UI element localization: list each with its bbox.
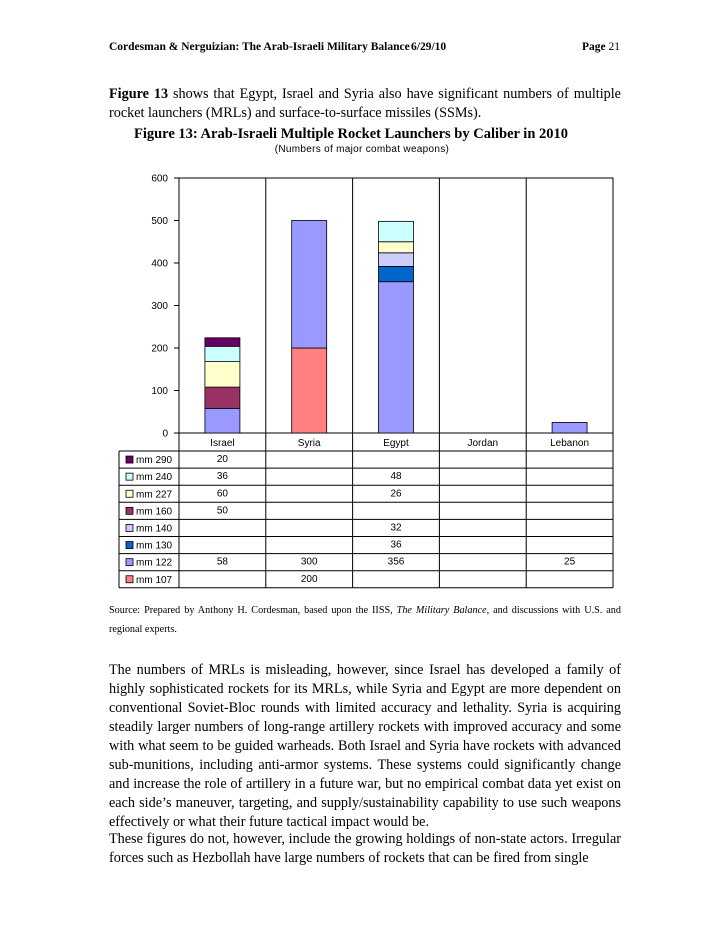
running-header-date: 6/29/10 (411, 41, 447, 53)
source-note (109, 601, 621, 639)
y-tick-label: 100 (151, 386, 168, 397)
page-label: Page (581, 41, 606, 53)
data-value-label: 20 (216, 454, 228, 466)
data-value-label: 25 (564, 556, 576, 568)
legend-swatch (126, 473, 133, 480)
bar-segment-israel-mm-227 (205, 362, 240, 388)
legend-label: mm 290 (136, 455, 173, 467)
data-value-label: 200 (300, 573, 318, 585)
bar-segment-egypt-mm-227 (379, 242, 414, 253)
bar-segment-israel-mm-160 (205, 387, 240, 408)
y-tick-label: 500 (151, 216, 168, 227)
data-value-label: 356 (387, 556, 405, 568)
data-value-label: 58 (216, 556, 228, 568)
data-value-label: 26 (390, 488, 402, 500)
data-value-label: 50 (216, 505, 228, 517)
legend-label: mm 227 (136, 489, 173, 501)
intro-text: shows that Egypt, Israel and Syria also have significant numbers of multiple rocket launchers (MRLs) and surface-to-surface missiles (SSMs). (109, 86, 621, 121)
bar-segment-israel-mm-240 (205, 346, 240, 361)
category-label: Egypt (383, 438, 409, 449)
y-tick-label: 300 (151, 301, 168, 312)
running-header-title: Cordesman & Nerguizian: The Arab-Israeli Military Balance (109, 41, 410, 53)
category-label: Israel (210, 438, 235, 449)
bar-segment-egypt-mm-122 (379, 282, 414, 433)
data-value-label: 300 (300, 556, 318, 568)
source-text-before: Source: Prepared by Anthony H. Cordesman, based upon the IISS, (109, 605, 397, 616)
body-paragraph-1: The numbers of MRLs is misleading, however, since Israel has developed a family of highly sophisticated rockets for its MRLs, while Syria and Egypt are more dependent on conventional Soviet-Bloc rounds with limited accuracy and lethality. Syria is acquiring steadily larger numbers of long-range artillery rockets with improved accuracy and some with what seem to be guided warheads. Both Israel and Syria have rockets with advanced sub-munitions, including anti-armor systems. These systems could significantly change and increase the role of artillery in a future war, but no empirical combat data yet exist on each side’s maneuver, targeting, and supply/sustainability capability to use such weapons effectively or what their future tactical impact would be. (109, 662, 621, 830)
legend-label: mm 140 (136, 523, 173, 535)
legend-label: mm 122 (136, 557, 173, 569)
legend-swatch (126, 490, 133, 497)
page-number: 21 (608, 41, 620, 53)
y-tick-label: 400 (151, 258, 168, 270)
y-tick-label: 0 (162, 428, 168, 440)
bar-segment-egypt-mm-240 (379, 221, 414, 241)
data-value-label: 60 (216, 488, 228, 500)
figure-subtitle: (Numbers of major combat weapons) (274, 144, 450, 155)
category-label: Jordan (467, 438, 499, 449)
data-value-label: 36 (216, 471, 228, 483)
figure-title: Figure 13: Arab-Israeli Multiple Rocket Launchers by Caliber in 2010 (133, 126, 569, 142)
bar-segment-israel-mm-122 (205, 408, 240, 433)
legend-swatch (126, 456, 133, 463)
legend-swatch (126, 576, 133, 583)
legend-label: mm 240 (136, 472, 173, 484)
bar-segment-syria-mm-122 (292, 221, 327, 349)
category-label: Lebanon (550, 438, 590, 449)
y-tick-label: 200 (151, 343, 168, 355)
source-publication: The Military Balance, (396, 605, 490, 616)
bar-segment-egypt-mm-140 (379, 253, 414, 267)
body-paragraph-2: These figures do not, however, include the growing holdings of non-state actors. Irregular forces such as Hezbollah have large numbers of rockets that can be fired from single (109, 831, 621, 866)
bar-segment-egypt-mm-130 (379, 266, 414, 281)
data-value-label: 48 (390, 471, 402, 483)
legend-label: mm 160 (136, 506, 173, 518)
intro-figure-ref: Figure 13 (109, 86, 169, 102)
data-value-label: 36 (390, 539, 402, 551)
legend-swatch (126, 542, 133, 549)
legend-label: mm 130 (136, 540, 173, 552)
source-text-after: and discussions with U.S. and regional experts. (109, 605, 621, 635)
data-value-label: 32 (390, 522, 402, 534)
legend-swatch (126, 524, 133, 531)
bar-segment-syria-mm-107 (292, 348, 327, 433)
legend-swatch (126, 559, 133, 566)
category-label: Syria (297, 438, 321, 449)
bar-segment-lebanon-mm-122 (552, 422, 587, 433)
legend-swatch (126, 507, 133, 514)
legend-label: mm 107 (136, 574, 173, 586)
y-tick-label: 600 (151, 173, 168, 185)
bar-segment-israel-mm-290 (205, 338, 240, 347)
